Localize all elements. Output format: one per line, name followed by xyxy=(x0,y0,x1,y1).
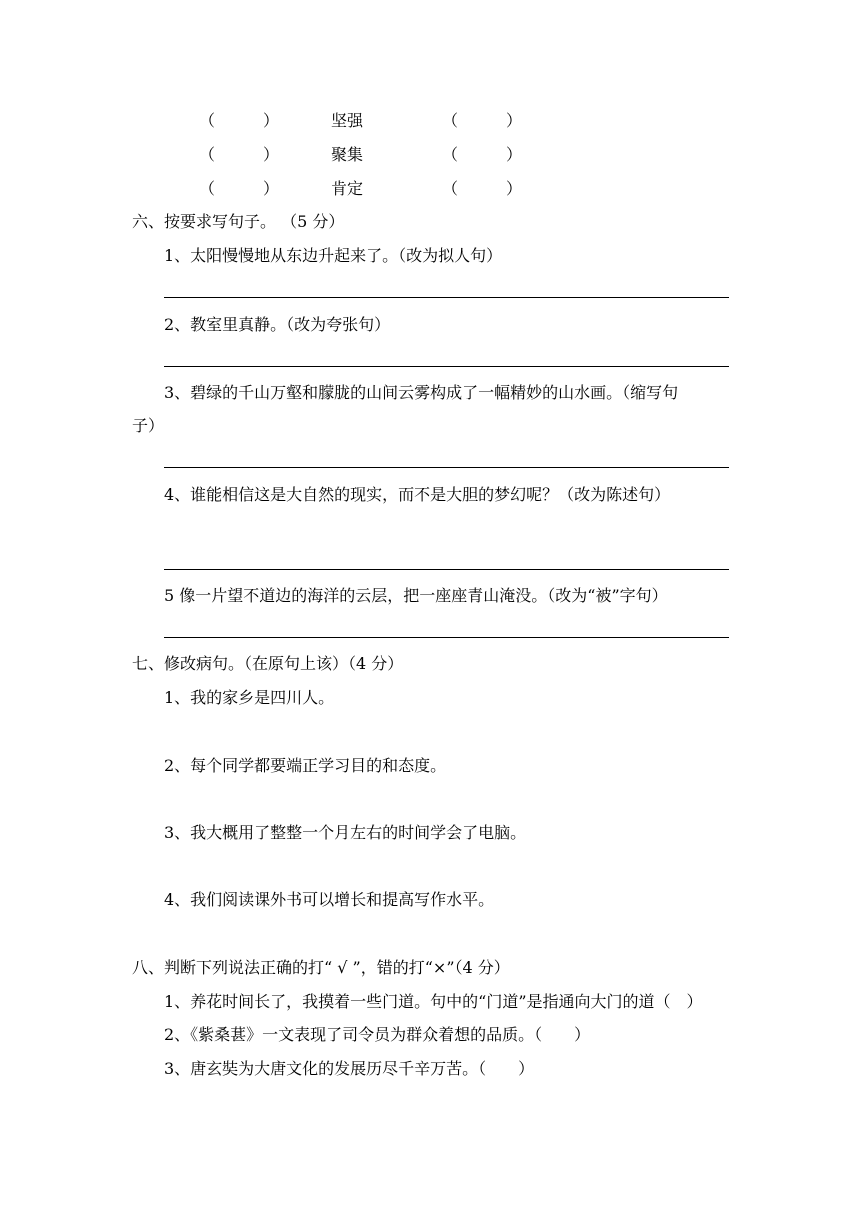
blank-right-2: （ ） xyxy=(442,145,523,164)
word-1: 坚强 xyxy=(331,111,364,130)
answer-line xyxy=(164,467,729,468)
blank-right-1: （ ） xyxy=(442,111,523,130)
blank-right-3: （ ） xyxy=(442,179,523,198)
blank-left-3: （ ） xyxy=(199,179,280,198)
answer-line xyxy=(164,637,729,638)
answer-line xyxy=(164,366,729,367)
blank-left-2: （ ） xyxy=(199,145,280,164)
answer-line xyxy=(164,569,729,570)
section8-item-2: 2、《紫桑葚》一文表现了司令员为群众着想的品质。（ ） xyxy=(164,1025,591,1044)
section6-item-3: 3、碧绿的千山万壑和朦胧的山间云雾构成了一幅精妙的山水画。（缩写句 xyxy=(164,383,679,402)
word-3: 肯定 xyxy=(331,179,364,198)
blank-left-1: （ ） xyxy=(199,111,280,130)
section7-heading: 七、修改病句。（在原句上该）（4 分） xyxy=(132,654,404,673)
section8-item-3: 3、唐玄奘为大唐文化的发展历尽千辛万苦。（ ） xyxy=(164,1059,535,1078)
section8-item-1: 1、养花时间长了，我摸着一些门道。句中的“门道”是指通向大门的道（ ） xyxy=(164,992,703,1011)
answer-line xyxy=(164,297,729,298)
section6-heading: 六、按要求写句子。 （5 分） xyxy=(132,212,345,231)
section7-item-1: 1、我的家乡是四川人。 xyxy=(164,688,335,707)
section6-item-4: 4、谁能相信这是大自然的现实，而不是大胆的梦幻呢？（改为陈述句） xyxy=(164,485,671,504)
section6-item-1: 1、太阳慢慢地从东边升起来了。（改为拟人句） xyxy=(164,246,503,265)
section8-heading: 八、判断下列说法正确的打“ √ ”，错的打“×”（4 分） xyxy=(132,958,510,977)
section7-item-4: 4、我们阅读课外书可以增长和提高写作水平。 xyxy=(164,890,495,909)
word-2: 聚集 xyxy=(331,145,364,164)
section6-item-3-wrap: 子） xyxy=(132,416,165,435)
section7-item-2: 2、每个同学都要端正学习目的和态度。 xyxy=(164,756,447,775)
section6-item-2: 2、教室里真静。（改为夸张句） xyxy=(164,315,391,334)
section7-item-3: 3、我大概用了整整一个月左右的时间学会了电脑。 xyxy=(164,823,527,842)
section6-item-5: 5 像一片望不道边的海洋的云层，把一座座青山淹没。（改为“被”字句） xyxy=(164,586,668,605)
